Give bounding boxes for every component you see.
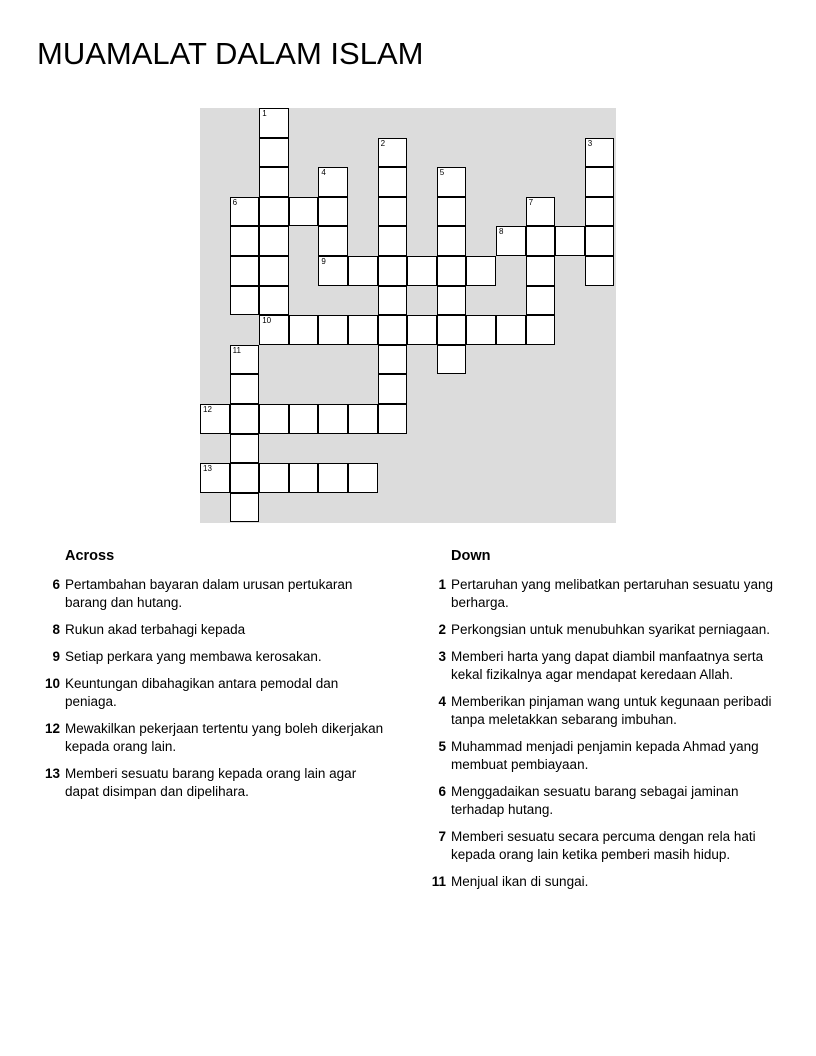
clue-number: 7 xyxy=(438,829,446,844)
crossword-cell[interactable] xyxy=(378,167,408,197)
cell-number: 5 xyxy=(439,168,445,178)
clue-text: Rukun akad terbahagi kepada xyxy=(65,622,246,637)
crossword-cell[interactable] xyxy=(378,374,408,404)
cell-number: 13 xyxy=(203,464,212,474)
across-clue xyxy=(40,576,385,612)
down-clue xyxy=(426,693,786,729)
crossword-cell[interactable] xyxy=(466,256,496,286)
down-clue xyxy=(426,648,786,684)
crossword-cell[interactable] xyxy=(378,404,408,434)
crossword-cell[interactable] xyxy=(318,197,348,227)
clue-number: 2 xyxy=(438,622,446,637)
cell-number: 12 xyxy=(203,405,212,414)
cell-number: 8 xyxy=(499,227,504,237)
crossword-cell[interactable] xyxy=(259,108,289,138)
clue-number: 9 xyxy=(52,649,60,664)
clue-number: 1 xyxy=(438,577,446,592)
clue-number: 5 xyxy=(438,739,446,754)
crossword-cell[interactable] xyxy=(526,286,556,316)
crossword-cell[interactable] xyxy=(259,404,289,434)
crossword-cell[interactable] xyxy=(259,315,289,345)
crossword-cell[interactable] xyxy=(200,404,230,434)
crossword-cell[interactable] xyxy=(289,315,319,345)
down-clue xyxy=(426,621,786,639)
clue-number: 10 xyxy=(44,676,60,691)
down-clues xyxy=(426,548,786,900)
crossword-cell[interactable] xyxy=(496,315,526,345)
clue-number: 4 xyxy=(438,694,446,709)
crossword-cell[interactable] xyxy=(318,256,348,286)
crossword-cell[interactable] xyxy=(289,197,319,227)
crossword-cell[interactable] xyxy=(289,463,319,493)
clue-text: Keuntungan dibahagikan antara pemodal dan peniaga. xyxy=(65,676,339,709)
clue-text: Muhammad menjadi penjamin kepada Ahmad yang membuat pembiayaan. xyxy=(451,739,759,772)
down-clue xyxy=(426,783,786,819)
page-title: MUAMALAT DALAM ISLAM xyxy=(37,36,424,71)
cell-number: 3 xyxy=(587,138,593,148)
crossword-cell[interactable] xyxy=(526,256,556,286)
crossword-grid xyxy=(200,108,616,523)
cell-number: 4 xyxy=(321,168,326,178)
crossword-cell[interactable] xyxy=(378,226,408,256)
crossword-cell[interactable] xyxy=(378,315,408,345)
across-clue xyxy=(40,648,385,666)
crossword-cell[interactable] xyxy=(230,345,260,375)
cell-number: 10 xyxy=(262,316,272,326)
clue-number: 6 xyxy=(438,784,446,799)
cell-number: 1 xyxy=(262,109,267,118)
crossword-cell[interactable] xyxy=(259,463,289,493)
crossword-cell[interactable] xyxy=(378,345,408,375)
crossword-cell[interactable] xyxy=(348,404,378,434)
clue-text: Pertambahan bayaran dalam urusan pertukaran barang dan hutang. xyxy=(65,577,353,610)
crossword-cell[interactable] xyxy=(437,256,467,286)
crossword-cell[interactable] xyxy=(437,345,467,375)
crossword-cell[interactable] xyxy=(230,374,260,404)
across-clue xyxy=(40,720,385,756)
clue-text: Pertaruhan yang melibatkan pertaruhan sesuatu yang berharga. xyxy=(451,577,773,610)
crossword-cell[interactable] xyxy=(318,226,348,256)
crossword-cell[interactable] xyxy=(526,197,556,227)
crossword-cell[interactable] xyxy=(496,226,526,256)
clue-text: Menggadaikan sesuatu barang sebagai jaminan terhadap hutang. xyxy=(451,784,739,817)
crossword-cell[interactable] xyxy=(585,197,615,227)
crossword-cell[interactable] xyxy=(348,315,378,345)
crossword-cell[interactable] xyxy=(318,463,348,493)
crossword-cell[interactable] xyxy=(585,226,615,256)
crossword-cell[interactable] xyxy=(230,404,260,434)
crossword-cell[interactable] xyxy=(230,434,260,464)
clue-number: 12 xyxy=(44,721,60,736)
down-heading: Down xyxy=(451,548,491,564)
clue-text: Memberi sesuatu barang kepada orang lain agar dapat disimpan dan dipelihara. xyxy=(65,766,357,799)
crossword-cell[interactable] xyxy=(230,493,260,523)
clue-text: Menjual ikan di sungai. xyxy=(451,874,589,889)
crossword-cell[interactable] xyxy=(289,404,319,434)
cell-number: 2 xyxy=(380,138,386,148)
cell-number: 11 xyxy=(232,345,241,355)
crossword-cell[interactable] xyxy=(555,226,585,256)
crossword-cell[interactable] xyxy=(585,167,615,197)
clue-text: Memberi sesuatu secara percuma dengan rela hati kepada orang lain ketika pemberi masih hidup. xyxy=(451,829,756,862)
crossword-cell[interactable] xyxy=(437,286,467,316)
crossword-cell[interactable] xyxy=(378,197,408,227)
across-clue xyxy=(40,765,385,801)
crossword-cell[interactable] xyxy=(407,315,437,345)
crossword-cell[interactable] xyxy=(259,197,289,227)
crossword-cell[interactable] xyxy=(230,256,260,286)
crossword-cell[interactable] xyxy=(585,256,615,286)
crossword-cell[interactable] xyxy=(378,286,408,316)
cell-number: 6 xyxy=(232,197,238,207)
crossword-cell[interactable] xyxy=(526,315,556,345)
clue-text: Memberikan pinjaman wang untuk kegunaan peribadi tanpa meletakkan sebarang imbuhan. xyxy=(451,694,772,727)
crossword-cell[interactable] xyxy=(378,138,408,168)
clue-number: 11 xyxy=(431,874,446,889)
down-clue xyxy=(426,738,786,774)
clue-text: Memberi harta yang dapat diambil manfaatnya serta kekal fizikalnya agar mendapat keredaan Allah. xyxy=(451,649,764,682)
clue-text: Perkongsian untuk menubuhkan syarikat perniagaan. xyxy=(451,622,770,637)
crossword-cell[interactable] xyxy=(348,463,378,493)
crossword-cell[interactable] xyxy=(585,138,615,168)
crossword-cell[interactable] xyxy=(466,315,496,345)
crossword-cell[interactable] xyxy=(230,226,260,256)
clue-number: 3 xyxy=(438,649,446,664)
cell-number: 9 xyxy=(321,257,326,266)
crossword-cell[interactable] xyxy=(230,197,260,227)
crossword-cell[interactable] xyxy=(230,286,260,316)
crossword-cell[interactable] xyxy=(259,226,289,256)
crossword-cell[interactable] xyxy=(200,463,230,493)
clue-number: 8 xyxy=(52,622,60,637)
crossword-cell[interactable] xyxy=(437,167,467,197)
across-clue xyxy=(40,675,385,711)
crossword-cell[interactable] xyxy=(259,138,289,168)
crossword-cell[interactable] xyxy=(437,197,467,227)
down-clue xyxy=(426,873,786,891)
clue-number: 6 xyxy=(52,577,60,592)
clue-text: Setiap perkara yang membawa kerosakan. xyxy=(65,649,322,664)
crossword-cell[interactable] xyxy=(318,167,348,197)
across-clues xyxy=(40,548,385,810)
down-clue xyxy=(426,576,786,612)
across-clue xyxy=(40,621,385,639)
clue-number: 13 xyxy=(44,766,60,781)
crossword-cell[interactable] xyxy=(259,256,289,286)
crossword-cell[interactable] xyxy=(526,226,556,256)
crossword-cell[interactable] xyxy=(318,404,348,434)
crossword-cell[interactable] xyxy=(378,256,408,286)
crossword-cell[interactable] xyxy=(230,463,260,493)
crossword-cell[interactable] xyxy=(318,315,348,345)
crossword-cell[interactable] xyxy=(437,315,467,345)
down-clue xyxy=(426,828,786,864)
crossword-cell[interactable] xyxy=(407,256,437,286)
crossword-cell[interactable] xyxy=(348,256,378,286)
crossword-cell[interactable] xyxy=(437,226,467,256)
across-heading: Across xyxy=(65,548,115,564)
crossword-cell[interactable] xyxy=(259,286,289,316)
cell-number: 7 xyxy=(528,197,534,207)
clue-text: Mewakilkan pekerjaan tertentu yang boleh dikerjakan kepada orang lain. xyxy=(65,721,384,754)
crossword-cell[interactable] xyxy=(259,167,289,197)
